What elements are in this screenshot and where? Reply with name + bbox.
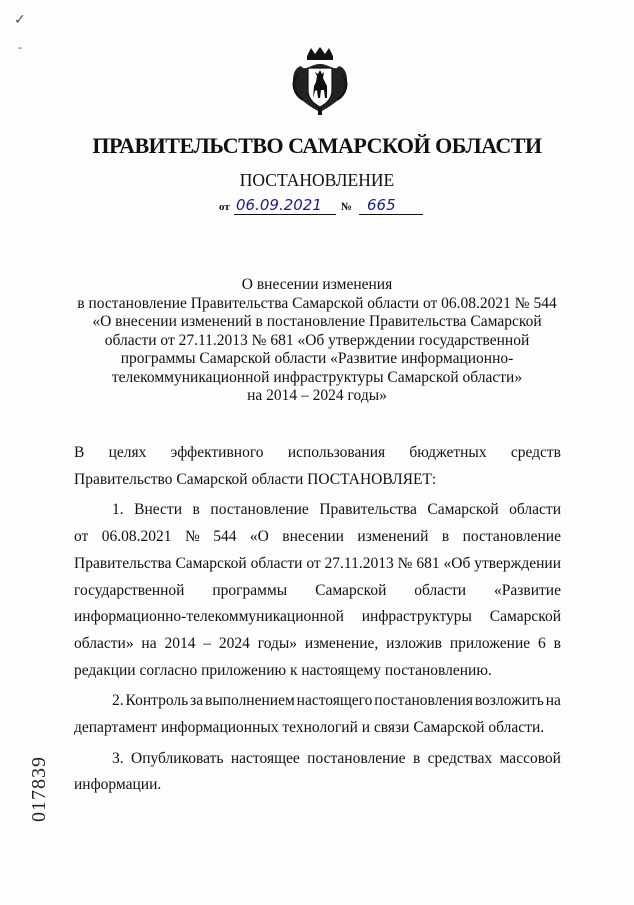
text-line: Правительство Самарской области ПОСТАНОВЛЯЕТ: bbox=[74, 470, 437, 488]
word: средств bbox=[510, 444, 561, 461]
text-line: информации. bbox=[74, 776, 162, 794]
word: в bbox=[553, 634, 561, 652]
word: на bbox=[141, 634, 157, 652]
organization-name: ПРАВИТЕЛЬСТВО САМАРСКОЙ ОБЛАСТИ bbox=[92, 133, 542, 158]
word: В bbox=[74, 444, 85, 461]
number-underline bbox=[359, 214, 423, 215]
word: внесении bbox=[282, 528, 344, 546]
text-line: департамент информационных технологий и связи Самарской области. bbox=[74, 719, 545, 737]
text-line bbox=[74, 497, 561, 524]
word: в bbox=[192, 501, 200, 519]
text-line bbox=[74, 688, 561, 715]
word: утверждении bbox=[474, 554, 561, 572]
date-number-line bbox=[219, 194, 424, 216]
word: возложить bbox=[474, 692, 544, 710]
title-line: О внесении изменения bbox=[241, 276, 393, 293]
title-line: в постановление Правительства Самарской области от 06.08.2021 № 544 bbox=[77, 294, 557, 312]
word: области bbox=[509, 501, 561, 519]
word: постановление bbox=[210, 501, 309, 519]
margin-serial-number: 017839 bbox=[28, 756, 50, 822]
clause-1-paragraph bbox=[74, 497, 561, 684]
number-value: 665 bbox=[367, 196, 396, 214]
document-title bbox=[60, 276, 574, 406]
word: 27.11.2013 bbox=[324, 554, 394, 572]
word: средствах bbox=[427, 749, 493, 767]
word: использования bbox=[287, 444, 386, 461]
word: «Развитие bbox=[494, 581, 561, 599]
title-line: на 2014 – 2024 годы» bbox=[247, 387, 387, 404]
word: № bbox=[184, 528, 200, 546]
corner-dash-mark: - bbox=[18, 40, 22, 54]
word: Самарской bbox=[315, 581, 387, 599]
word: бюджетных bbox=[409, 444, 487, 461]
word: годы» bbox=[257, 634, 298, 652]
word: постановления bbox=[374, 692, 473, 710]
title-line: области от 27.11.2013 № 681 «Об утверждении государственной bbox=[104, 331, 530, 349]
word: Контроль bbox=[125, 692, 189, 710]
text-line bbox=[74, 746, 561, 773]
word: – bbox=[203, 634, 212, 652]
word: Самарской bbox=[427, 501, 499, 519]
word: Внести bbox=[134, 501, 183, 519]
title-line: телекоммуникационной инфраструктуры Самарской области» bbox=[111, 368, 523, 386]
number-label: № bbox=[341, 201, 353, 213]
word: Самарской bbox=[489, 608, 561, 626]
word: 681 bbox=[416, 554, 440, 572]
text-line: редакции согласно приложению к настоящему постановлению. bbox=[74, 661, 492, 679]
clause-2-paragraph bbox=[74, 688, 561, 741]
text-line bbox=[74, 604, 561, 631]
clause-3-paragraph bbox=[74, 746, 561, 799]
word: 2024 bbox=[218, 634, 250, 652]
word: приложение bbox=[449, 634, 531, 652]
word: 1. bbox=[112, 501, 124, 519]
word: 3. bbox=[112, 749, 124, 767]
preamble-paragraph bbox=[74, 440, 561, 493]
text-line bbox=[74, 578, 561, 605]
word: Правительства bbox=[319, 501, 417, 519]
word: инфраструктуры bbox=[361, 608, 472, 626]
word: за bbox=[190, 692, 204, 710]
word: 544 bbox=[213, 528, 237, 546]
document-body bbox=[74, 440, 561, 803]
word: массовой bbox=[499, 749, 561, 767]
word: «Об bbox=[443, 554, 471, 572]
word: № bbox=[397, 554, 413, 572]
word: 2. bbox=[112, 692, 124, 710]
word: изменение, bbox=[304, 634, 379, 652]
text-line bbox=[74, 551, 561, 578]
date-label: от bbox=[219, 201, 230, 213]
title-line: программы Самарской области «Развитие информационно- bbox=[120, 350, 514, 367]
word: изложив bbox=[386, 634, 442, 652]
word: Самарской bbox=[175, 554, 247, 572]
word: 06.08.2021 bbox=[101, 528, 172, 546]
text-line bbox=[74, 440, 561, 467]
word: в bbox=[441, 528, 450, 546]
word: государственной bbox=[74, 581, 185, 599]
corner-check-mark: ✓ bbox=[14, 13, 26, 28]
word: настоящего bbox=[296, 692, 373, 710]
word: выполнением bbox=[205, 692, 295, 710]
word: 6 bbox=[537, 634, 546, 652]
word: целях bbox=[108, 444, 147, 461]
word: в bbox=[412, 749, 421, 767]
word: изменений bbox=[357, 528, 429, 546]
word: области» bbox=[74, 634, 134, 652]
word: 2014 bbox=[164, 634, 196, 652]
text-line bbox=[74, 524, 561, 551]
word: эффективного bbox=[170, 444, 264, 461]
word: информационно-телекоммуникационной bbox=[74, 608, 344, 626]
word: на bbox=[545, 692, 561, 710]
word: постановление bbox=[462, 528, 561, 546]
samara-coat-of-arms-icon bbox=[289, 46, 351, 116]
date-value: 06.09.2021 bbox=[236, 196, 322, 214]
word: Опубликовать bbox=[131, 749, 224, 767]
word: постановление bbox=[307, 749, 406, 767]
document-type: ПОСТАНОВЛЕНИЕ bbox=[239, 170, 395, 190]
word: от bbox=[74, 528, 89, 546]
word: Правительства bbox=[74, 554, 172, 572]
date-underline bbox=[234, 214, 336, 215]
word: от bbox=[306, 554, 321, 572]
word: области bbox=[414, 581, 467, 599]
word: «О bbox=[249, 528, 269, 546]
word: настоящее bbox=[230, 749, 300, 767]
word: программы bbox=[212, 581, 288, 599]
title-line: «О внесении изменений в постановление Правительства Самарской bbox=[92, 313, 542, 330]
text-line bbox=[74, 631, 561, 658]
word: области bbox=[250, 554, 303, 572]
